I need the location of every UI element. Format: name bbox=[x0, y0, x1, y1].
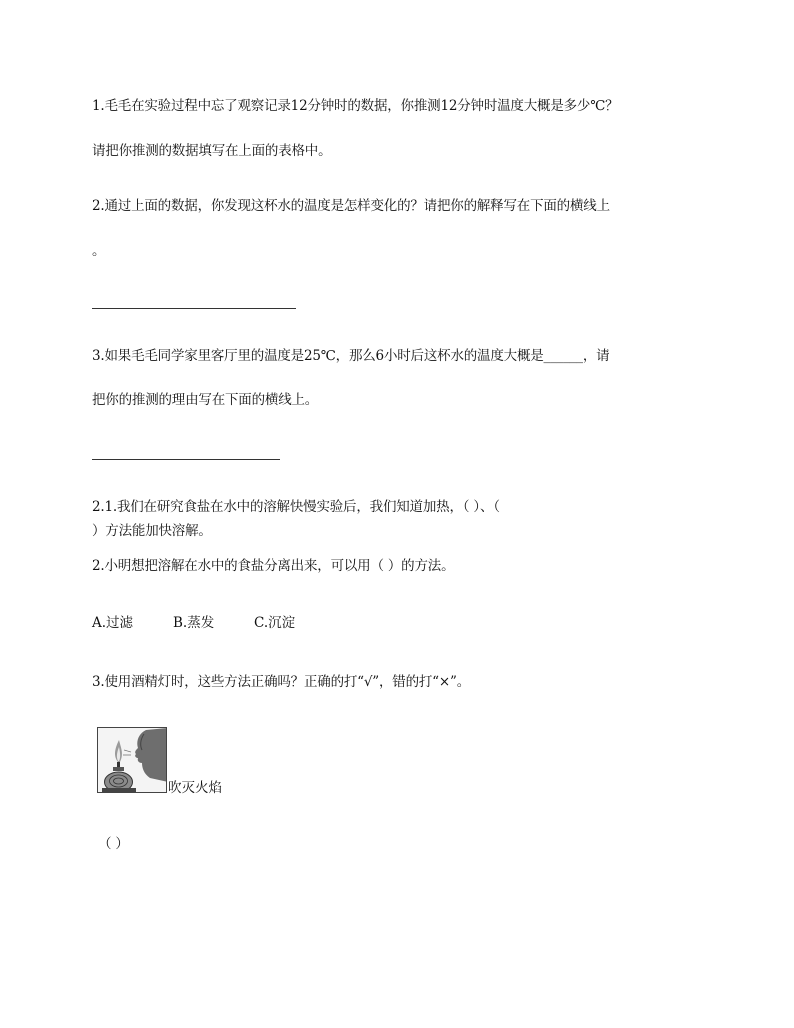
alcohol-lamp-icon bbox=[98, 728, 167, 793]
q3-text-line1: 3.如果毛毛同学家里客厅里的温度是25℃，那么6小时后这杯水的温度大概是______，请 bbox=[92, 348, 610, 364]
part2-q1-line2: ）方法能加快溶解。 bbox=[92, 523, 212, 539]
option-a[interactable]: A.过滤 bbox=[92, 615, 134, 631]
q2-text-line2: 。 bbox=[92, 243, 106, 259]
blow-out-flame-illustration bbox=[97, 727, 167, 793]
q1-text-line2: 请把你推测的数据填写在上面的表格中。 bbox=[92, 143, 332, 159]
figure-caption: 吹灭火焰 bbox=[168, 780, 222, 796]
option-b[interactable]: B.蒸发 bbox=[173, 615, 215, 631]
q1-text-line1: 1.毛毛在实验过程中忘了观察记录12分钟时的数据，你推测12分钟时温度大概是多少℃？ bbox=[92, 98, 619, 114]
option-c[interactable]: C.沉淀 bbox=[254, 615, 296, 631]
part2-q2-text: 2.小明想把溶解在水中的食盐分离出来，可以用（ ）的方法。 bbox=[92, 558, 455, 574]
answer-blank[interactable]: （ ） bbox=[98, 836, 129, 852]
part2-q1-line1: 2.1.我们在研究食盐在水中的溶解快慢实验后，我们知道加热，（ ）、（ bbox=[92, 499, 500, 515]
q3-answer-line[interactable] bbox=[92, 459, 280, 460]
q2-answer-line[interactable] bbox=[92, 308, 296, 309]
q3-text-line2: 把你的推测的理由写在下面的横线上。 bbox=[92, 392, 319, 408]
part2-q3-text: 3.使用酒精灯时，这些方法正确吗？正确的打“√”，错的打“×”。 bbox=[92, 674, 471, 690]
q2-text-line1: 2.通过上面的数据，你发现这杯水的温度是怎样变化的？请把你的解释写在下面的横线上 bbox=[92, 198, 610, 214]
